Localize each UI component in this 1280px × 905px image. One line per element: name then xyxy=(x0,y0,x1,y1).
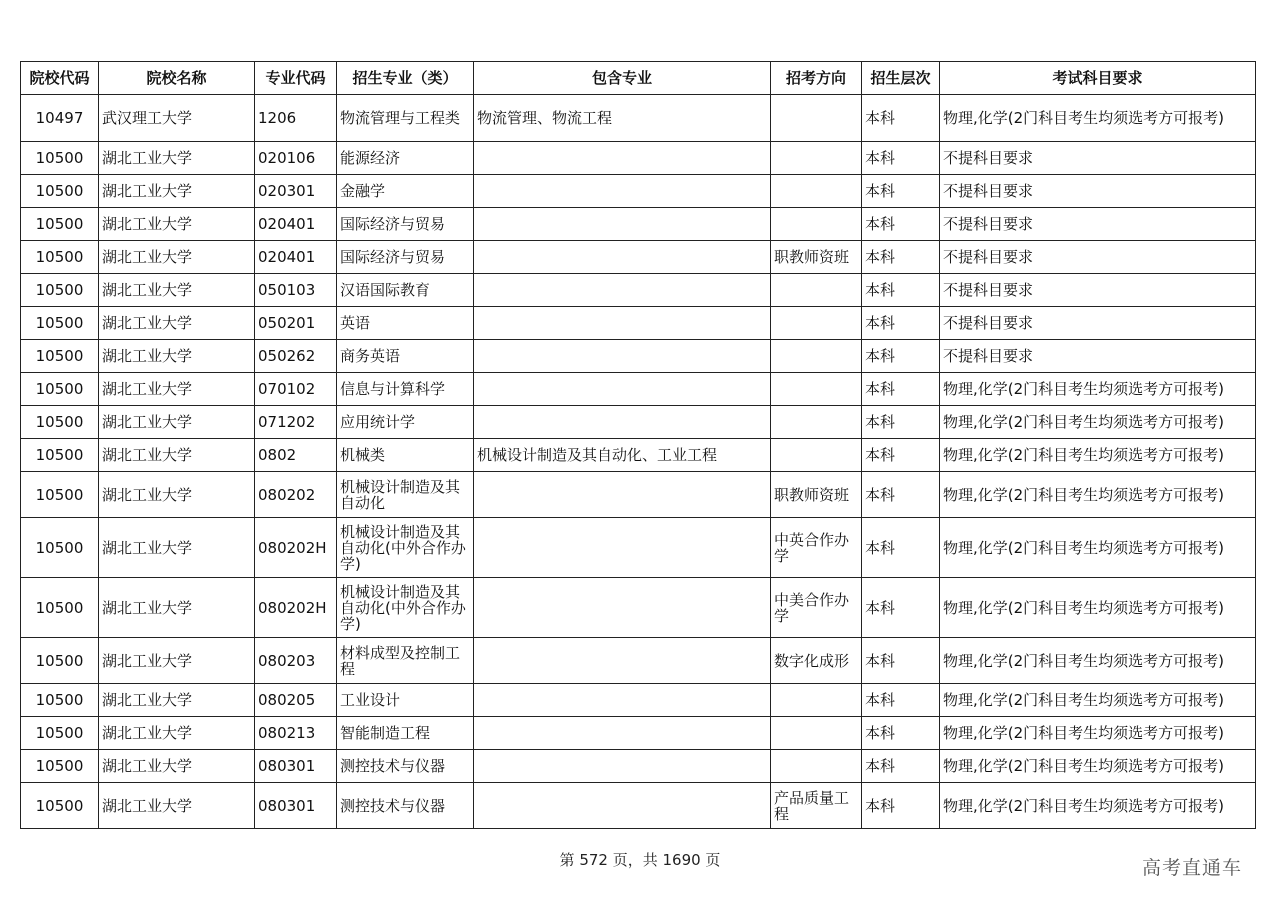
cell-includes xyxy=(474,307,771,340)
table-row xyxy=(21,717,1256,750)
cell-direction xyxy=(771,95,862,142)
cell-school-code: 10500 xyxy=(21,439,99,472)
cell-major: 商务英语 xyxy=(337,340,474,373)
cell-major-code: 071202 xyxy=(255,406,337,439)
cell-school-name: 湖北工业大学 xyxy=(99,274,255,307)
cell-school-code: 10500 xyxy=(21,750,99,783)
cell-school-code: 10500 xyxy=(21,373,99,406)
table-row xyxy=(21,241,1256,274)
cell-level: 本科 xyxy=(862,684,940,717)
cell-level: 本科 xyxy=(862,340,940,373)
cell-level: 本科 xyxy=(862,717,940,750)
cell-requirement: 物理,化学(2门科目考生均须选考方可报考) xyxy=(940,472,1256,518)
cell-major: 测控技术与仪器 xyxy=(337,750,474,783)
cell-school-code: 10500 xyxy=(21,274,99,307)
cell-major: 机械类 xyxy=(337,439,474,472)
cell-requirement: 物理,化学(2门科目考生均须选考方可报考) xyxy=(940,717,1256,750)
cell-major: 国际经济与贸易 xyxy=(337,208,474,241)
cell-level: 本科 xyxy=(862,274,940,307)
cell-direction xyxy=(771,439,862,472)
table-row xyxy=(21,95,1256,142)
cell-school-code: 10500 xyxy=(21,340,99,373)
cell-major-code: 080202H xyxy=(255,578,337,638)
cell-major: 国际经济与贸易 xyxy=(337,241,474,274)
table-row xyxy=(21,684,1256,717)
cell-school-code: 10500 xyxy=(21,406,99,439)
header-major: 招生专业（类） xyxy=(337,62,474,95)
cell-requirement: 物理,化学(2门科目考生均须选考方可报考) xyxy=(940,684,1256,717)
cell-major: 材料成型及控制工程 xyxy=(337,638,474,684)
header-direction: 招考方向 xyxy=(771,62,862,95)
cell-requirement: 不提科目要求 xyxy=(940,241,1256,274)
cell-school-code: 10500 xyxy=(21,175,99,208)
cell-major: 工业设计 xyxy=(337,684,474,717)
cell-requirement: 不提科目要求 xyxy=(940,274,1256,307)
cell-level: 本科 xyxy=(862,750,940,783)
cell-school-code: 10500 xyxy=(21,241,99,274)
cell-direction xyxy=(771,142,862,175)
cell-major-code: 080202H xyxy=(255,518,337,578)
cell-major: 汉语国际教育 xyxy=(337,274,474,307)
table-row xyxy=(21,439,1256,472)
cell-major: 测控技术与仪器 xyxy=(337,783,474,829)
cell-includes xyxy=(474,717,771,750)
cell-major-code: 1206 xyxy=(255,95,337,142)
cell-level: 本科 xyxy=(862,208,940,241)
cell-level: 本科 xyxy=(862,373,940,406)
cell-requirement: 不提科目要求 xyxy=(940,175,1256,208)
cell-includes xyxy=(474,406,771,439)
cell-school-code: 10500 xyxy=(21,578,99,638)
cell-school-name: 湖北工业大学 xyxy=(99,717,255,750)
cell-major-code: 050201 xyxy=(255,307,337,340)
cell-major: 金融学 xyxy=(337,175,474,208)
table-row xyxy=(21,750,1256,783)
cell-school-code: 10500 xyxy=(21,518,99,578)
cell-level: 本科 xyxy=(862,578,940,638)
cell-direction xyxy=(771,307,862,340)
cell-major-code: 020401 xyxy=(255,241,337,274)
cell-includes xyxy=(474,472,771,518)
cell-direction xyxy=(771,208,862,241)
cell-direction xyxy=(771,274,862,307)
table-row xyxy=(21,307,1256,340)
cell-school-name: 湖北工业大学 xyxy=(99,518,255,578)
page-footer: 第 572 页，共 1690 页 xyxy=(559,851,721,869)
cell-direction xyxy=(771,717,862,750)
cell-direction xyxy=(771,406,862,439)
cell-school-name: 湖北工业大学 xyxy=(99,406,255,439)
cell-level: 本科 xyxy=(862,783,940,829)
cell-includes xyxy=(474,750,771,783)
watermark-text: 高考直通车 xyxy=(1142,857,1243,879)
cell-major: 智能制造工程 xyxy=(337,717,474,750)
cell-requirement: 物理,化学(2门科目考生均须选考方可报考) xyxy=(940,373,1256,406)
cell-requirement: 物理,化学(2门科目考生均须选考方可报考) xyxy=(940,95,1256,142)
cell-includes: 物流管理、物流工程 xyxy=(474,95,771,142)
cell-includes xyxy=(474,175,771,208)
cell-major-code: 0802 xyxy=(255,439,337,472)
cell-requirement: 不提科目要求 xyxy=(940,307,1256,340)
cell-school-code: 10500 xyxy=(21,717,99,750)
table-row xyxy=(21,406,1256,439)
cell-school-name: 湖北工业大学 xyxy=(99,307,255,340)
cell-includes xyxy=(474,518,771,578)
cell-school-name: 湖北工业大学 xyxy=(99,208,255,241)
table-row xyxy=(21,274,1256,307)
table-row xyxy=(21,340,1256,373)
cell-school-name: 湖北工业大学 xyxy=(99,373,255,406)
cell-includes xyxy=(474,684,771,717)
cell-major: 机械设计制造及其自动化 xyxy=(337,472,474,518)
table-row xyxy=(21,175,1256,208)
cell-requirement: 物理,化学(2门科目考生均须选考方可报考) xyxy=(940,578,1256,638)
table-body xyxy=(21,95,1256,829)
cell-direction: 职教师资班 xyxy=(771,241,862,274)
cell-level: 本科 xyxy=(862,472,940,518)
cell-requirement: 不提科目要求 xyxy=(940,208,1256,241)
cell-school-name: 湖北工业大学 xyxy=(99,578,255,638)
table-row xyxy=(21,142,1256,175)
cell-includes xyxy=(474,274,771,307)
header-school-code: 院校代码 xyxy=(21,62,99,95)
cell-major: 信息与计算科学 xyxy=(337,373,474,406)
cell-requirement: 物理,化学(2门科目考生均须选考方可报考) xyxy=(940,783,1256,829)
cell-includes xyxy=(474,578,771,638)
cell-includes xyxy=(474,208,771,241)
cell-major-code: 080203 xyxy=(255,638,337,684)
cell-school-code: 10500 xyxy=(21,684,99,717)
cell-major: 机械设计制造及其自动化(中外合作办学) xyxy=(337,578,474,638)
cell-school-name: 湖北工业大学 xyxy=(99,783,255,829)
cell-school-name: 湖北工业大学 xyxy=(99,241,255,274)
cell-school-code: 10500 xyxy=(21,638,99,684)
table-row xyxy=(21,472,1256,518)
cell-school-code: 10500 xyxy=(21,783,99,829)
cell-requirement: 不提科目要求 xyxy=(940,340,1256,373)
cell-school-name: 湖北工业大学 xyxy=(99,750,255,783)
cell-major-code: 070102 xyxy=(255,373,337,406)
cell-major-code: 080301 xyxy=(255,783,337,829)
cell-level: 本科 xyxy=(862,241,940,274)
cell-includes xyxy=(474,783,771,829)
cell-direction xyxy=(771,340,862,373)
header-school-name: 院校名称 xyxy=(99,62,255,95)
cell-major: 应用统计学 xyxy=(337,406,474,439)
cell-school-name: 湖北工业大学 xyxy=(99,472,255,518)
cell-direction: 数字化成形 xyxy=(771,638,862,684)
cell-requirement: 物理,化学(2门科目考生均须选考方可报考) xyxy=(940,750,1256,783)
cell-direction: 中美合作办学 xyxy=(771,578,862,638)
cell-includes xyxy=(474,340,771,373)
cell-level: 本科 xyxy=(862,142,940,175)
cell-requirement: 物理,化学(2门科目考生均须选考方可报考) xyxy=(940,406,1256,439)
cell-level: 本科 xyxy=(862,307,940,340)
cell-includes: 机械设计制造及其自动化、工业工程 xyxy=(474,439,771,472)
cell-major-code: 080205 xyxy=(255,684,337,717)
cell-school-name: 湖北工业大学 xyxy=(99,638,255,684)
cell-school-code: 10497 xyxy=(21,95,99,142)
cell-direction xyxy=(771,750,862,783)
header-level: 招生层次 xyxy=(862,62,940,95)
cell-school-name: 湖北工业大学 xyxy=(99,142,255,175)
header-includes: 包含专业 xyxy=(474,62,771,95)
header-row xyxy=(21,62,1256,95)
cell-level: 本科 xyxy=(862,406,940,439)
cell-school-name: 武汉理工大学 xyxy=(99,95,255,142)
cell-direction: 中英合作办学 xyxy=(771,518,862,578)
cell-level: 本科 xyxy=(862,95,940,142)
admissions-table xyxy=(20,61,1256,829)
cell-major: 机械设计制造及其自动化(中外合作办学) xyxy=(337,518,474,578)
table-row xyxy=(21,518,1256,578)
header-major-code: 专业代码 xyxy=(255,62,337,95)
cell-includes xyxy=(474,373,771,406)
cell-requirement: 物理,化学(2门科目考生均须选考方可报考) xyxy=(940,439,1256,472)
cell-requirement: 不提科目要求 xyxy=(940,142,1256,175)
cell-level: 本科 xyxy=(862,439,940,472)
table-row xyxy=(21,373,1256,406)
cell-major: 物流管理与工程类 xyxy=(337,95,474,142)
cell-level: 本科 xyxy=(862,518,940,578)
cell-direction: 职教师资班 xyxy=(771,472,862,518)
cell-requirement: 物理,化学(2门科目考生均须选考方可报考) xyxy=(940,638,1256,684)
cell-major-code: 020301 xyxy=(255,175,337,208)
cell-school-code: 10500 xyxy=(21,307,99,340)
cell-direction xyxy=(771,373,862,406)
table-row xyxy=(21,783,1256,829)
cell-school-code: 10500 xyxy=(21,208,99,241)
table-row xyxy=(21,208,1256,241)
cell-school-code: 10500 xyxy=(21,472,99,518)
cell-major: 能源经济 xyxy=(337,142,474,175)
cell-direction xyxy=(771,684,862,717)
cell-requirement: 物理,化学(2门科目考生均须选考方可报考) xyxy=(940,518,1256,578)
cell-direction xyxy=(771,175,862,208)
cell-includes xyxy=(474,241,771,274)
cell-school-name: 湖北工业大学 xyxy=(99,340,255,373)
cell-major-code: 050103 xyxy=(255,274,337,307)
table-row xyxy=(21,638,1256,684)
cell-major-code: 080202 xyxy=(255,472,337,518)
cell-major-code: 050262 xyxy=(255,340,337,373)
cell-school-code: 10500 xyxy=(21,142,99,175)
cell-major-code: 080213 xyxy=(255,717,337,750)
cell-major: 英语 xyxy=(337,307,474,340)
cell-includes xyxy=(474,142,771,175)
cell-school-name: 湖北工业大学 xyxy=(99,439,255,472)
cell-includes xyxy=(474,638,771,684)
cell-school-name: 湖北工业大学 xyxy=(99,175,255,208)
cell-level: 本科 xyxy=(862,175,940,208)
table-row xyxy=(21,578,1256,638)
cell-level: 本科 xyxy=(862,638,940,684)
cell-direction: 产品质量工程 xyxy=(771,783,862,829)
cell-major-code: 020401 xyxy=(255,208,337,241)
cell-major-code: 020106 xyxy=(255,142,337,175)
header-requirement: 考试科目要求 xyxy=(940,62,1256,95)
cell-major-code: 080301 xyxy=(255,750,337,783)
cell-school-name: 湖北工业大学 xyxy=(99,684,255,717)
